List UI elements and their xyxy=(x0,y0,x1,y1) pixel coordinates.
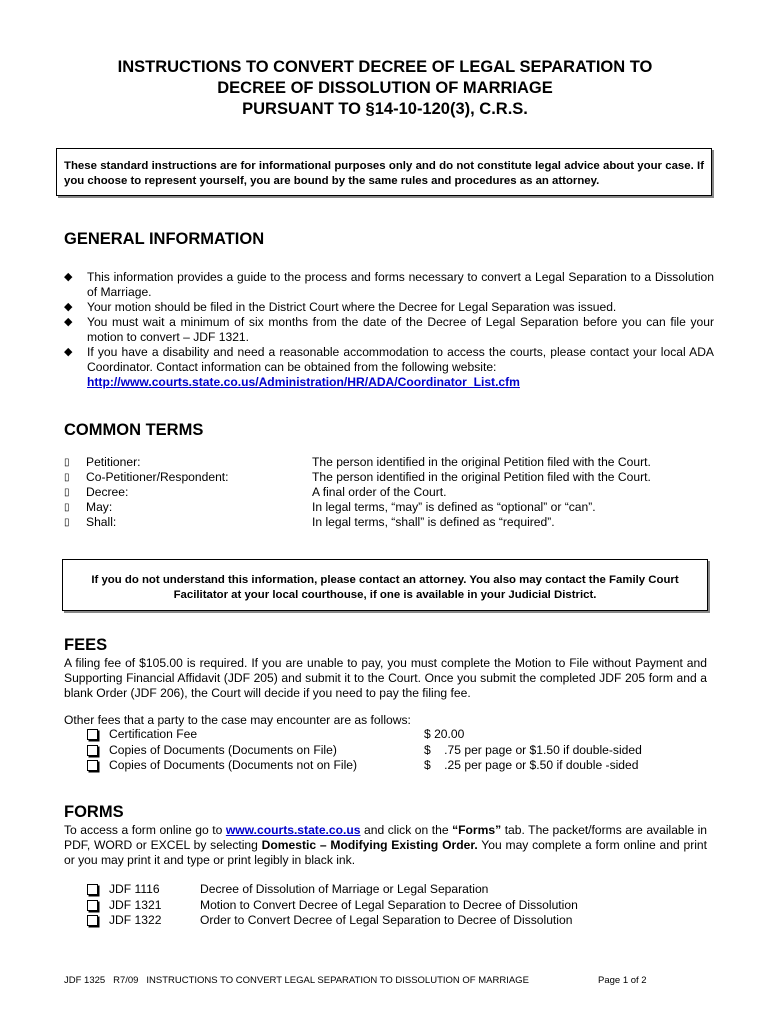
form-code: JDF 1116 xyxy=(109,882,160,896)
fee-label: Copies of Documents (Documents not on File) xyxy=(109,758,358,772)
bullet-icon: ▯ xyxy=(64,502,70,513)
form-name: Order to Convert Decree of Legal Separation to Decree of Dissolution xyxy=(200,913,573,927)
contact-notice-text: If you do not understand this information, please contact an attorney. You also may contact the Family Court Facilitator at your local courthouse, if one is available in your Judicial District. xyxy=(91,574,679,601)
bullet-icon: ▯ xyxy=(64,487,70,498)
term-name: May: xyxy=(86,500,113,514)
disclaimer-text: These standard instructions are for informational purposes only and do not constitute legal advice about your case. If you choose to represent yourself, you are bound by the same rules and procedures as an attorney. xyxy=(64,160,704,187)
term-row xyxy=(64,485,714,500)
term-name: Petitioner: xyxy=(86,455,141,469)
term-definition: In legal terms, “shall” is defined as “required”. xyxy=(312,515,555,529)
footer-page-number: Page 1 of 2 xyxy=(598,975,647,986)
checkbox-icon xyxy=(87,900,98,911)
fees-heading: FEES xyxy=(64,636,108,654)
form-code: JDF 1322 xyxy=(109,913,162,927)
general-information-heading: GENERAL INFORMATION xyxy=(64,230,265,248)
domestic-selection-label: Domestic – Modifying Existing Order. xyxy=(261,838,478,852)
term-name: Shall: xyxy=(86,515,117,529)
bullet-icon: ▯ xyxy=(64,457,70,468)
fee-row xyxy=(87,758,707,774)
fee-amount: $ .75 per page or $1.50 if double-sided xyxy=(424,742,642,757)
common-terms-list xyxy=(64,455,714,530)
list-item: ◆ This information provides a guide to the process and forms necessary to convert a Legal Separation to a Dissolution of Marriage. xyxy=(64,270,714,299)
fee-label: Certification Fee xyxy=(109,727,198,741)
bullet-icon: ▯ xyxy=(64,517,70,528)
term-row xyxy=(64,455,714,470)
diamond-bullet-icon: ◆ xyxy=(64,346,73,358)
disclaimer-box xyxy=(56,148,712,196)
fee-amount: $ .25 per page or $.50 if double -sided xyxy=(424,758,639,772)
fees-list xyxy=(87,727,707,774)
other-fees-intro: Other fees that a party to the case may encounter are as follows: xyxy=(64,713,411,727)
title-line-1: INSTRUCTIONS TO CONVERT DECREE OF LEGAL SEPARATION TO xyxy=(117,58,653,76)
checkbox-icon xyxy=(87,760,98,771)
form-name: Motion to Convert Decree of Legal Separation to Decree of Dissolution xyxy=(200,897,578,912)
fee-row xyxy=(87,743,707,759)
term-definition: In legal terms, “may” is defined as “optional” or “can”. xyxy=(312,500,596,514)
footer-form-info: JDF 1325 R7/09 INSTRUCTIONS TO CONVERT LEGAL SEPARATION TO DISSOLUTION OF MARRIAGE xyxy=(64,975,529,986)
term-name: Decree: xyxy=(86,485,129,499)
forms-list xyxy=(87,882,707,929)
forms-heading: FORMS xyxy=(64,803,124,821)
fee-amount: $ 20.00 xyxy=(424,727,465,741)
forms-paragraph: To access a form online go to www.courts.state.co.us and click on the “Forms” tab. The packet/forms are available in PDF, WORD or EXCEL by selecting Domestic – Modifying Existing Order. You may complete a form online and print or you may print it and type or print legibly in black ink. xyxy=(64,823,707,867)
term-definition: The person identified in the original Petition filed with the Court. xyxy=(312,470,651,484)
fees-paragraph: A filing fee of $105.00 is required. If you are unable to pay, you must complete the Motion to File without Payment and Supporting Financial Affidavit (JDF 205) and submit it to the Court. Once you submit the completed JDF 205 form and a blank Order (JDF 206), the Court will decide if you need to pay the filing fee. xyxy=(64,656,707,700)
diamond-bullet-icon: ◆ xyxy=(64,316,73,328)
general-information-list xyxy=(64,270,714,390)
checkbox-icon xyxy=(87,884,98,895)
checkbox-icon xyxy=(87,915,98,926)
form-row xyxy=(87,898,707,914)
term-name: Co-Petitioner/Respondent: xyxy=(86,470,229,484)
title-line-3: PURSUANT TO §14-10-120(3), C.R.S. xyxy=(242,100,528,118)
title-line-2: DECREE OF DISSOLUTION OF MARRIAGE xyxy=(217,79,553,97)
term-definition: The person identified in the original Petition filed with the Court. xyxy=(312,455,651,469)
term-definition: A final order of the Court. xyxy=(312,485,447,499)
diamond-bullet-icon: ◆ xyxy=(64,301,73,313)
forms-tab-label: “Forms” xyxy=(452,823,502,837)
list-item: ◆ You must wait a minimum of six months from the date of the Decree of Legal Separation before you can file your motion to convert – JDF 1321. xyxy=(64,315,714,344)
list-item: ◆ Your motion should be filed in the District Court where the Decree for Legal Separation was issued. xyxy=(64,300,617,314)
form-row xyxy=(87,882,707,898)
term-row xyxy=(64,470,714,485)
ada-coordinator-link[interactable]: http://www.courts.state.co.us/Administration/HR/ADA/Coordinator_List.cfm xyxy=(87,375,520,389)
fee-label: Copies of Documents (Documents on File) xyxy=(109,742,337,757)
form-name: Decree of Dissolution of Marriage or Legal Separation xyxy=(200,882,489,896)
document-title xyxy=(60,57,710,120)
courts-website-link[interactable]: www.courts.state.co.us xyxy=(225,823,361,837)
checkbox-icon xyxy=(87,745,98,756)
checkbox-icon xyxy=(87,729,98,740)
diamond-bullet-icon: ◆ xyxy=(64,271,73,283)
bullet-icon: ▯ xyxy=(64,472,70,483)
form-row xyxy=(87,913,707,929)
list-item: ◆ If you have a disability and need a reasonable accommodation to access the courts, please contact your local ADA Coordinator. Contact information can be obtained from the following website: http://www.courts.state.co.us/Administration/HR/ADA/Coordinator_List.cfm xyxy=(64,345,714,389)
common-terms-heading: COMMON TERMS xyxy=(64,421,204,439)
term-row xyxy=(64,515,714,530)
fee-row xyxy=(87,727,707,743)
contact-notice-box xyxy=(62,559,708,611)
term-row xyxy=(64,500,714,515)
form-code: JDF 1321 xyxy=(109,897,162,912)
